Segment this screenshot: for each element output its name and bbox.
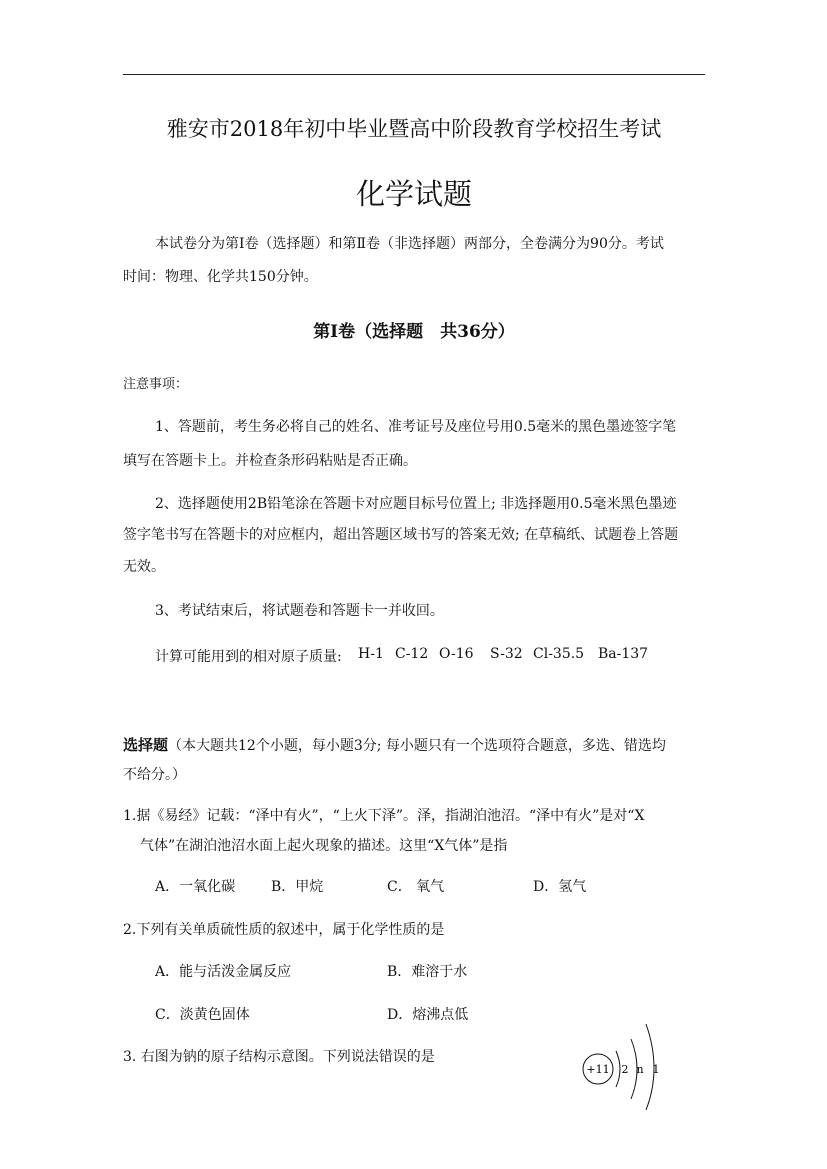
choice-header bbox=[123, 734, 666, 755]
choice-desc-line-1: （本大题共12个小题，每小题3分; 每小题只有一个选项符合题意，多选、错选均 bbox=[168, 738, 666, 754]
q1-option-a: A．一氧化碳 bbox=[155, 879, 236, 895]
mass-s: S-32 bbox=[490, 646, 523, 662]
notice-item-2-line-1: 2、选择题使用2B铅笔涂在答题卡对应题目标号位置上; 非选择题用0.5毫米黑色墨迹 bbox=[155, 496, 677, 512]
intro-line-2: 时间：物理、化学共150分钟。 bbox=[123, 269, 318, 285]
sodium-atom-diagram bbox=[580, 1016, 670, 1111]
q1-option-c: C． 氧气 bbox=[387, 879, 445, 895]
shell-1-electrons: 2 bbox=[621, 1063, 629, 1076]
notice-item-1-line-1: 1、答题前，考生务必将自己的姓名、准考证号及座位号用0.5毫米的黑色墨迹签字笔 bbox=[155, 419, 677, 435]
q2-option-a: A．能与活泼金属反应 bbox=[155, 964, 292, 980]
exam-title: 雅安市2018年初中毕业暨高中阶段教育学校招生考试 bbox=[166, 117, 662, 141]
notice-item-2-line-3: 无效。 bbox=[123, 559, 165, 575]
mass-cl: Cl-35.5 bbox=[533, 646, 585, 662]
atomic-masses-label: 计算可能用到的相对原子质量: bbox=[155, 649, 342, 665]
mass-c: C-12 bbox=[395, 646, 429, 662]
choice-desc-line-2: 不给分。） bbox=[123, 767, 186, 783]
notice-item-2-line-2: 签字笔书写在答题卡的对应框内，超出答题区域书写的答案无效; 在草稿纸、试题卷上答题 bbox=[123, 527, 679, 543]
mass-ba: Ba-137 bbox=[598, 646, 649, 662]
subject-title: 化学试题 bbox=[355, 177, 472, 211]
notice-item-1-line-2: 填写在答题卡上。并检查条形码粘贴是否正确。 bbox=[123, 453, 417, 469]
q3-stem: 3. 右图为钠的原子结构示意图。下列说法错误的是 bbox=[123, 1049, 435, 1065]
q1-option-b: B．甲烷 bbox=[271, 879, 324, 895]
intro-line-1: 本试卷分为第Ⅰ卷（选择题）和第Ⅱ卷（非选择题）两部分，全卷满分为90分。考试 bbox=[155, 236, 664, 252]
q1-line-1: 1.据《易经》记载：“泽中有火”，“上火下泽”。泽，指湖泊池沼。“泽中有火”是对“X bbox=[123, 808, 645, 824]
q2-option-d: D．熔沸点低 bbox=[387, 1007, 469, 1023]
notice-title: 注意事项： bbox=[123, 377, 189, 392]
q2-stem: 2.下列有关单质硫性质的叙述中，属于化学性质的是 bbox=[123, 922, 445, 938]
q2-option-c: C．淡黄色固体 bbox=[155, 1007, 250, 1023]
choice-heading: 选择题 bbox=[123, 736, 169, 754]
shell-2-electrons: n bbox=[636, 1063, 644, 1076]
header-rule bbox=[123, 74, 705, 75]
section-title: 第Ⅰ卷（选择题 共36分） bbox=[313, 322, 515, 342]
q1-line-2: 气体”在湖泊池沼水面上起火现象的描述。这里“X气体”是指 bbox=[140, 838, 508, 854]
nucleus-charge: +11 bbox=[586, 1063, 610, 1076]
mass-h: H-1 bbox=[358, 646, 384, 662]
notice-item-3: 3、考试结束后，将试题卷和答题卡一并收回。 bbox=[155, 603, 444, 619]
q2-option-b: B．难溶于水 bbox=[387, 964, 468, 980]
shell-3-electrons: 1 bbox=[652, 1063, 660, 1076]
shell-arc-1 bbox=[616, 1051, 620, 1087]
q1-option-d: D．氢气 bbox=[533, 879, 587, 895]
mass-o: O-16 bbox=[439, 646, 474, 662]
